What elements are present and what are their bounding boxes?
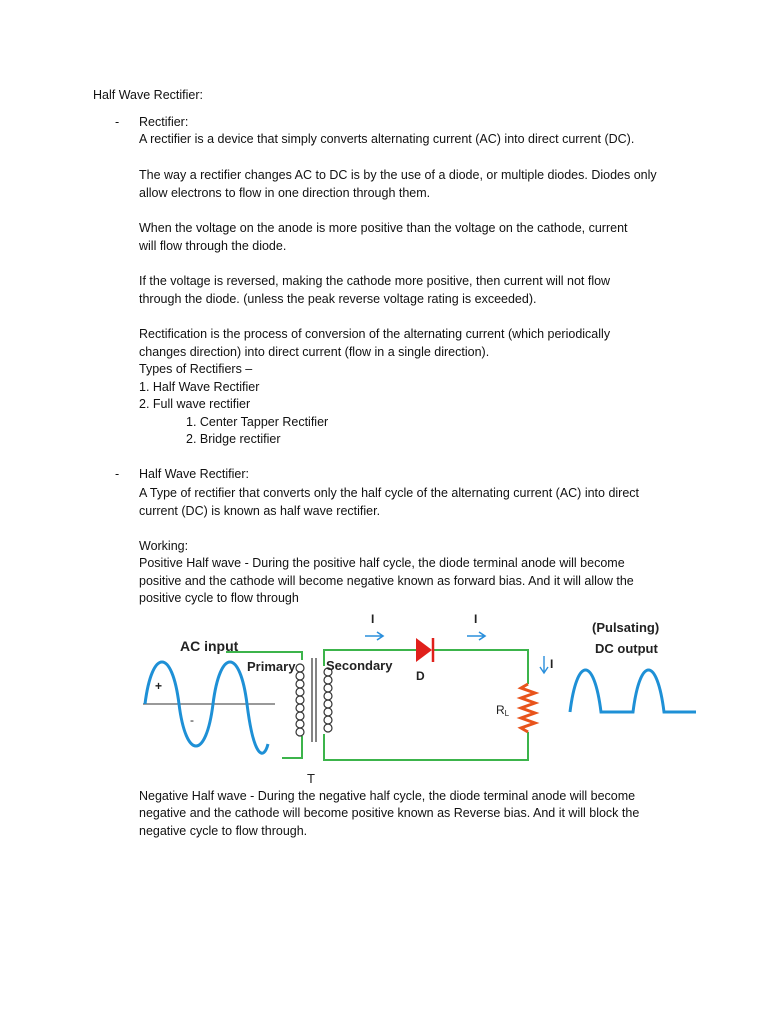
half-wave-rectifier-diagram [140,608,700,790]
sub-list-item: 2. Bridge rectifier [186,432,281,446]
resistor-symbol: R [496,703,505,717]
input-sine-wave [145,662,268,753]
bullet-dash: - [115,467,120,481]
current-arrow [467,632,485,640]
paragraph-line: through the diode. (unless the peak reverse voltage rating is exceeded). [139,292,537,306]
current-arrow [365,632,383,640]
types-heading: Types of Rectifiers – [139,362,253,376]
working-heading: Working: [139,539,189,553]
paragraph-line: allow electrons to flow in one direction through them. [139,186,431,200]
document-title: Half Wave Rectifier: [93,88,203,102]
paragraph-line: The way a rectifier changes AC to DC is by the use of a diode, or multiple diodes. Diodes only [139,168,657,182]
transformer-label: T [307,771,315,786]
output-label-line2: DC output [595,641,658,656]
paragraph-line: Negative Half wave - During the negative half cycle, the diode terminal anode will become [139,789,636,803]
secondary-wire-right [324,732,528,760]
current-label: I [474,612,478,626]
paragraph-line: will flow through the diode. [139,239,287,253]
section-heading-half-wave: Half Wave Rectifier: [139,467,249,481]
paragraph-line: positive and the cathode will become negative known as forward bias. And it will allow the [139,574,634,588]
current-label: I [550,657,554,671]
output-label-line1: (Pulsating) [592,620,660,635]
paragraph-line: positive cycle to flow through [139,591,299,605]
paragraph-line: Positive Half wave - During the positive half cycle, the diode terminal anode will become [139,556,625,570]
secondary-coil [324,668,332,732]
minus-sign: - [190,713,194,727]
paragraph-line: changes direction) into direct current (flow in a single direction). [139,345,490,359]
paragraph-line: A Type of rectifier that converts only the half cycle of the alternating current (AC) into direct [139,486,640,500]
load-resistor [521,684,535,732]
ac-input-label: AC input [180,638,239,654]
secondary-label: Secondary [326,658,393,673]
diode-symbol [416,638,432,662]
section-heading-rectifier: Rectifier: [139,115,189,129]
primary-wire-bottom [282,736,302,758]
paragraph-line: When the voltage on the anode is more positive than the voltage on the cathode, current [139,221,628,235]
paragraph-line: negative cycle to flow through. [139,824,308,838]
bullet-dash: - [115,115,120,129]
sub-list-item: 1. Center Tapper Rectifier [186,415,329,429]
paragraph-line: Rectification is the process of conversion of the alternating current (which periodically [139,327,611,341]
current-label: I [371,612,375,626]
plus-sign: + [155,679,163,693]
list-item: 1. Half Wave Rectifier [139,380,260,394]
output-wave [570,670,696,712]
paragraph-line: If the voltage is reversed, making the cathode more positive, then current will not flow [139,274,611,288]
primary-coil [296,664,304,736]
current-arrow-down [540,656,548,673]
primary-label: Primary [247,659,296,674]
secondary-wire-top-right [432,650,528,684]
list-item: 2. Full wave rectifier [139,397,251,411]
resistor-label [496,703,510,718]
paragraph-line: negative and the cathode will become positive known as Reverse bias. And it will block the [139,806,640,820]
paragraph-line: current (DC) is known as half wave rectifier. [139,504,381,518]
paragraph-line: A rectifier is a device that simply converts alternating current (AC) into direct current (DC). [139,132,635,146]
resistor-subscript: L [504,709,510,718]
diode-label: D [416,669,425,683]
